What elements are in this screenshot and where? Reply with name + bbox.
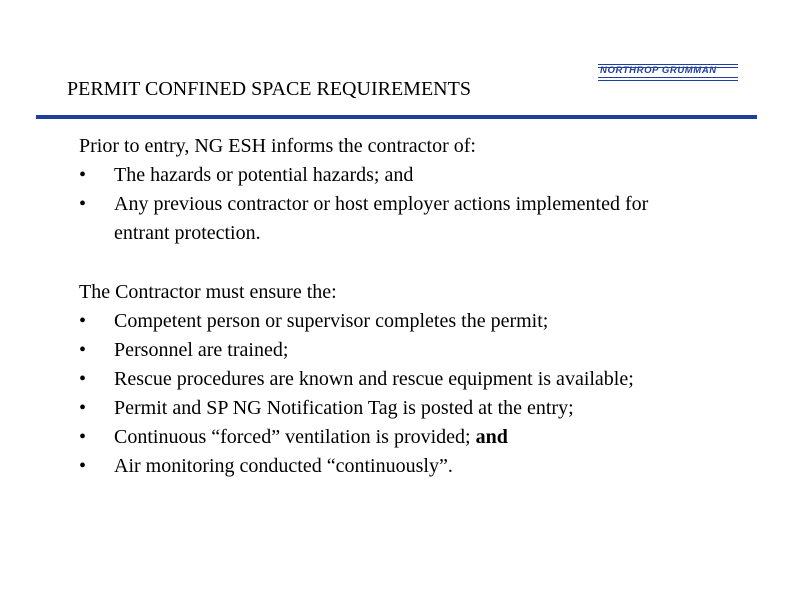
contractor-requirements-section	[79, 278, 714, 481]
bullet-icon: •	[79, 193, 87, 215]
list-item	[79, 365, 674, 394]
title-underline-rule	[36, 115, 757, 119]
list-item	[79, 423, 674, 452]
section-intro: Prior to entry, NG ESH informs the contractor of:	[79, 135, 476, 157]
list-item-text: The hazards or potential hazards; and	[114, 164, 414, 186]
bold-conjunction: and	[475, 426, 508, 448]
bullet-icon: •	[79, 455, 87, 477]
bullet-icon: •	[79, 310, 87, 332]
list-item-text: Permit and SP NG Notification Tag is posted at the entry;	[114, 397, 574, 419]
bullet-list	[79, 161, 674, 248]
list-item	[79, 190, 674, 248]
bullet-icon: •	[79, 368, 87, 390]
bullet-list	[79, 307, 714, 481]
list-item	[79, 336, 674, 365]
list-item-text: Competent person or supervisor completes the permit;	[114, 310, 549, 332]
bullet-icon: •	[79, 339, 87, 361]
list-item	[79, 307, 674, 336]
bullet-icon: •	[79, 397, 87, 419]
list-item-text: Rescue procedures are known and rescue equipment is available;	[114, 368, 634, 390]
list-item-text: Personnel are trained;	[114, 339, 289, 361]
logo-stripe	[598, 80, 738, 81]
section-intro: The Contractor must ensure the:	[79, 281, 337, 303]
list-item	[79, 161, 674, 190]
list-item-text: Continuous “forced” ventilation is provided;	[114, 426, 471, 448]
bullet-icon: •	[79, 426, 87, 448]
logo-wordmark: NORTHROP GRUMMAN	[600, 65, 717, 76]
list-item-text: Any previous contractor or host employer actions implemented for entrant protection.	[114, 193, 649, 244]
entry-info-section	[79, 132, 674, 248]
list-item-text: Air monitoring conducted “continuously”.	[114, 455, 453, 477]
bullet-icon: •	[79, 164, 87, 186]
page-title: PERMIT CONFINED SPACE REQUIREMENTS	[67, 78, 471, 100]
logo-stripe	[598, 77, 738, 78]
list-item	[79, 394, 714, 423]
northrop-grumman-logo	[598, 64, 738, 80]
list-item	[79, 452, 674, 481]
